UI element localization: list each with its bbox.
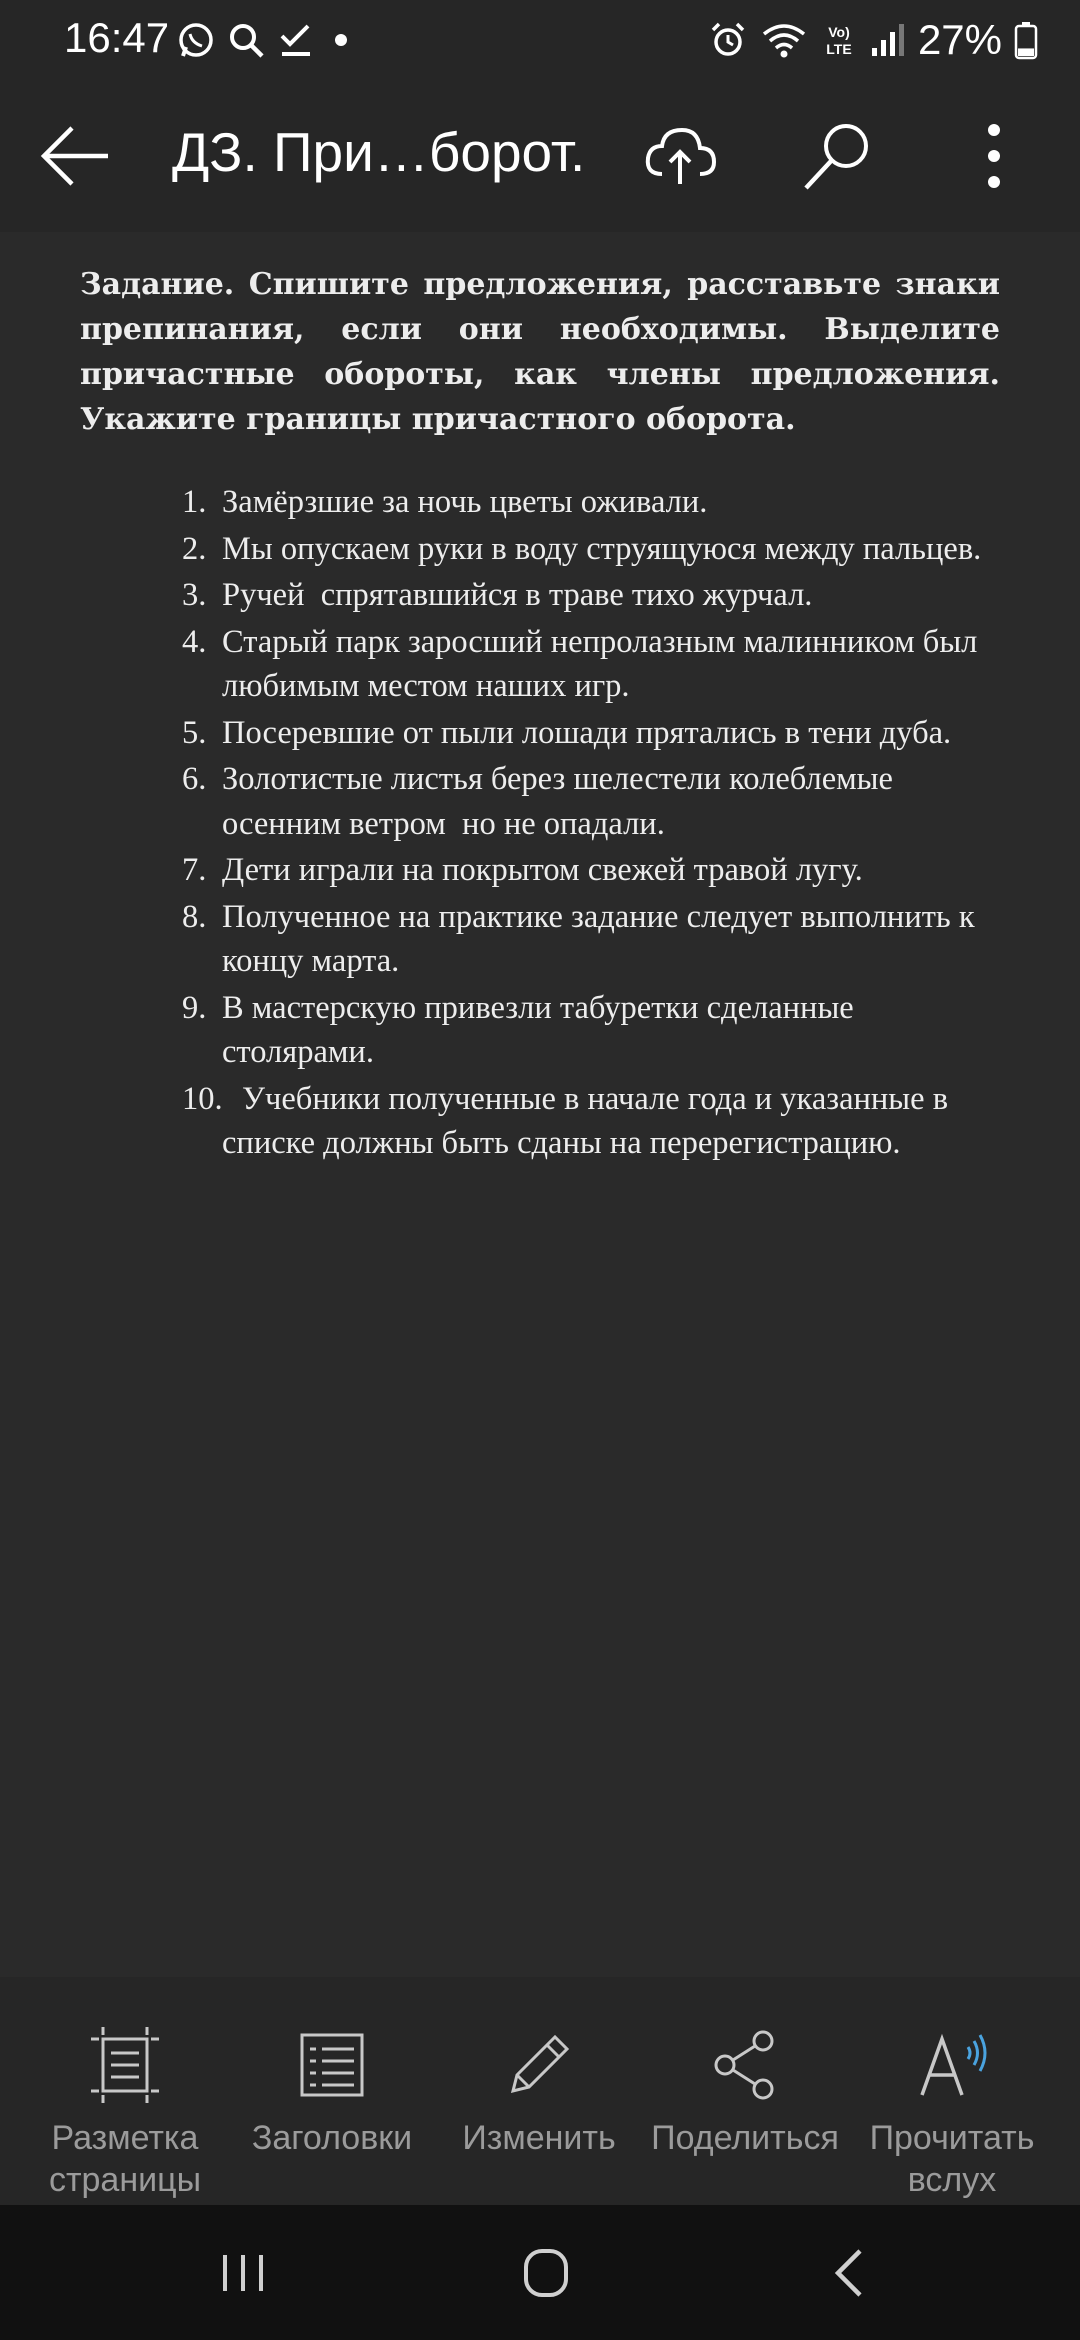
notification-icons (176, 18, 356, 62)
read-aloud-icon (912, 2025, 992, 2105)
share-icon (705, 2025, 785, 2105)
list-item: 4. Старый парк заросший непролазным малинником был любимым местом наших игр. (182, 623, 978, 704)
read-aloud-label: Прочитать вслух (869, 2119, 1035, 2199)
edit-label: Изменить (462, 2119, 616, 2157)
list-item: 10. Учебники полученные в начале года и указанные в списке должны быть сданы на перерегистрацию. (182, 1080, 949, 1161)
system-indicators (708, 14, 1038, 66)
edit-button[interactable] (439, 2025, 639, 2205)
list-item: 9. В мастерскую привезли табуретки сделанные столярами. (182, 989, 854, 1070)
headings-label: Заголовки (251, 2119, 413, 2157)
svg-text:LTE: LTE (826, 41, 852, 57)
battery-percent: 27% (917, 16, 1002, 63)
headings-icon (292, 2025, 372, 2105)
document-page (0, 232, 1080, 1977)
list-item: 2. Мы опускаем руки в воду струящуюся между пальцев. (182, 530, 982, 567)
recents-icon[interactable] (203, 2243, 283, 2303)
page-layout-icon (85, 2025, 165, 2105)
status-time: 16:47 (64, 14, 170, 61)
search-icon (226, 20, 266, 60)
battery-icon (1014, 20, 1038, 60)
svg-text:Vo): Vo) (828, 24, 850, 40)
whatsapp-icon (176, 20, 216, 60)
share-label: Поделиться (651, 2119, 839, 2157)
share-button[interactable] (645, 2025, 845, 2205)
checkmark-download-icon (276, 20, 316, 60)
list-item: 6. Золотистые листья берез шелестели колеблемые осенним ветром но не опадали. (182, 761, 902, 842)
sentence-list (180, 480, 1010, 1168)
home-icon[interactable] (506, 2243, 586, 2303)
back-arrow-icon[interactable] (36, 120, 116, 192)
list-item: 8. Полученное на практике задание следует выполнить к концу марта. (182, 898, 975, 979)
wifi-icon (760, 20, 808, 60)
search-icon[interactable] (798, 116, 878, 196)
read-aloud-button[interactable] (852, 2025, 1052, 2205)
volte-icon (820, 20, 858, 60)
app-bar (0, 80, 1080, 230)
document-title[interactable]: ДЗ. При…борот. (172, 121, 586, 183)
list-item: 3. Ручей спрятавшийся в траве тихо журчал. (182, 577, 813, 613)
page-layout-label: Разметка страницы (48, 2119, 202, 2199)
signal-icon (870, 20, 906, 60)
page-layout-button[interactable] (25, 2025, 225, 2205)
dot-icon (326, 20, 356, 60)
status-bar (0, 0, 1080, 80)
list-item: 7. Дети играли на покрытом свежей травой лугу. (182, 852, 863, 888)
document-viewport[interactable] (0, 232, 1080, 1977)
bottom-toolbar (0, 1977, 1080, 2205)
task-paragraph: Задание. Спишите предложения, расставьте знаки препинания, если они необходимы. Выделите причастные обороты, как члены предложения. Укажите границы причастного оборота. (80, 267, 1000, 437)
cloud-upload-icon[interactable] (640, 116, 720, 196)
back-icon[interactable] (810, 2243, 890, 2303)
alarm-icon (708, 20, 748, 60)
pencil-icon (499, 2025, 579, 2105)
more-vert-icon[interactable] (954, 116, 1034, 196)
list-item: 5. Посеревшие от пыли лошади прятались в тени дуба. (182, 714, 952, 751)
system-navigation-bar (0, 2205, 1080, 2340)
list-item: 1. Замёрзшие за ночь цветы оживали. (182, 484, 708, 520)
headings-button[interactable] (232, 2025, 432, 2205)
